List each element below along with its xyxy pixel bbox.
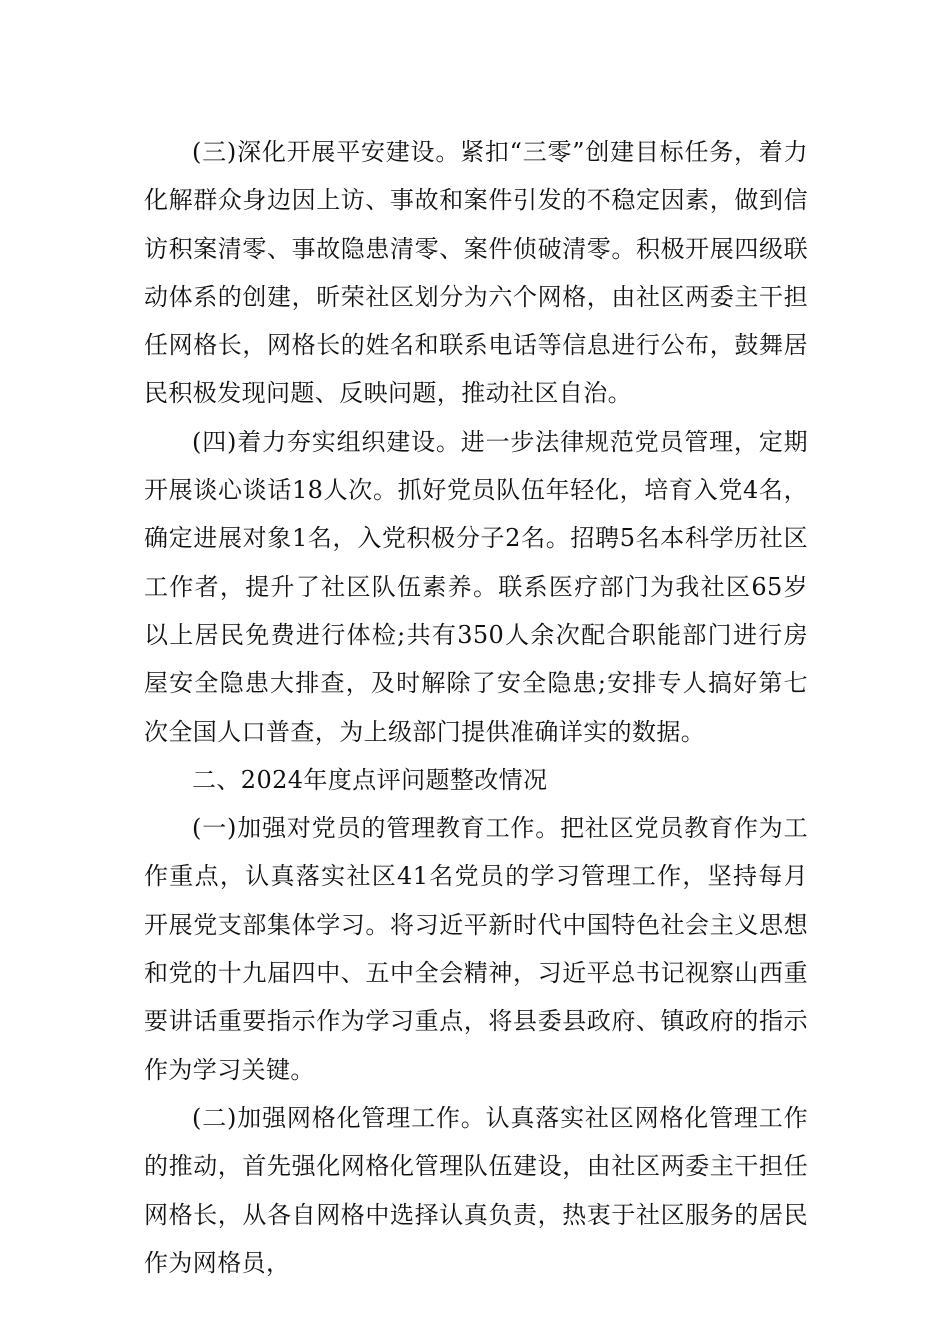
document-body — [144, 128, 808, 1287]
section-heading-rectification: 二、2024年度点评问题整改情况 — [192, 765, 548, 794]
paragraph-safety-construction: (三)深化开展平安建设。紧扣“三零”创建目标任务，着力化解群众身边因上访、事故和案件引发的不稳定因素，做到信访积案清零、事故隐患清零、案件侦破清零。积极开展四级联动体系的创建，昕荣社区划分为六个网格，由社区两委主干担任网格长，网格长的姓名和联系电话等信息进行公布，鼓舞居民积极发现问题、反映问题，推动社区自治。 — [144, 138, 808, 408]
paragraph-party-member-education: (一)加强对党员的管理教育工作。把社区党员教育作为工作重点，认真落实社区41名党员的学习管理工作，坚持每月开展党支部集体学习。将习近平新时代中国特色社会主义思想和党的十九届四中、五中全会精神，习近平总书记视察山西重要讲话重要指示作为学习重点，将县委县政府、镇政府的指示作为学习关键。 — [144, 814, 808, 1084]
paragraph-organization-construction: (四)着力夯实组织建设。进一步法律规范党员管理，定期开展谈心谈话18人次。抓好党员队伍年轻化，培育入党4名，确定进展对象1名，入党积极分子2名。招聘5名本科学历社区工作者，提升了社区队伍素养。联系医疗部门为我社区65岁以上居民免费进行体检;共有350人余次配合职能部门进行房屋安全隐患大排查，及时解除了安全隐患;安排专人搞好第七次全国人口普查，为上级部门提供准确详实的数据。 — [144, 427, 808, 746]
paragraph-grid-management: (二)加强网格化管理工作。认真落实社区网格化管理工作的推动，首先强化网格化管理队伍建设，由社区两委主干担任网格长，从各自网格中选择认真负责，热衷于社区服务的居民作为网格员， — [144, 1103, 808, 1277]
